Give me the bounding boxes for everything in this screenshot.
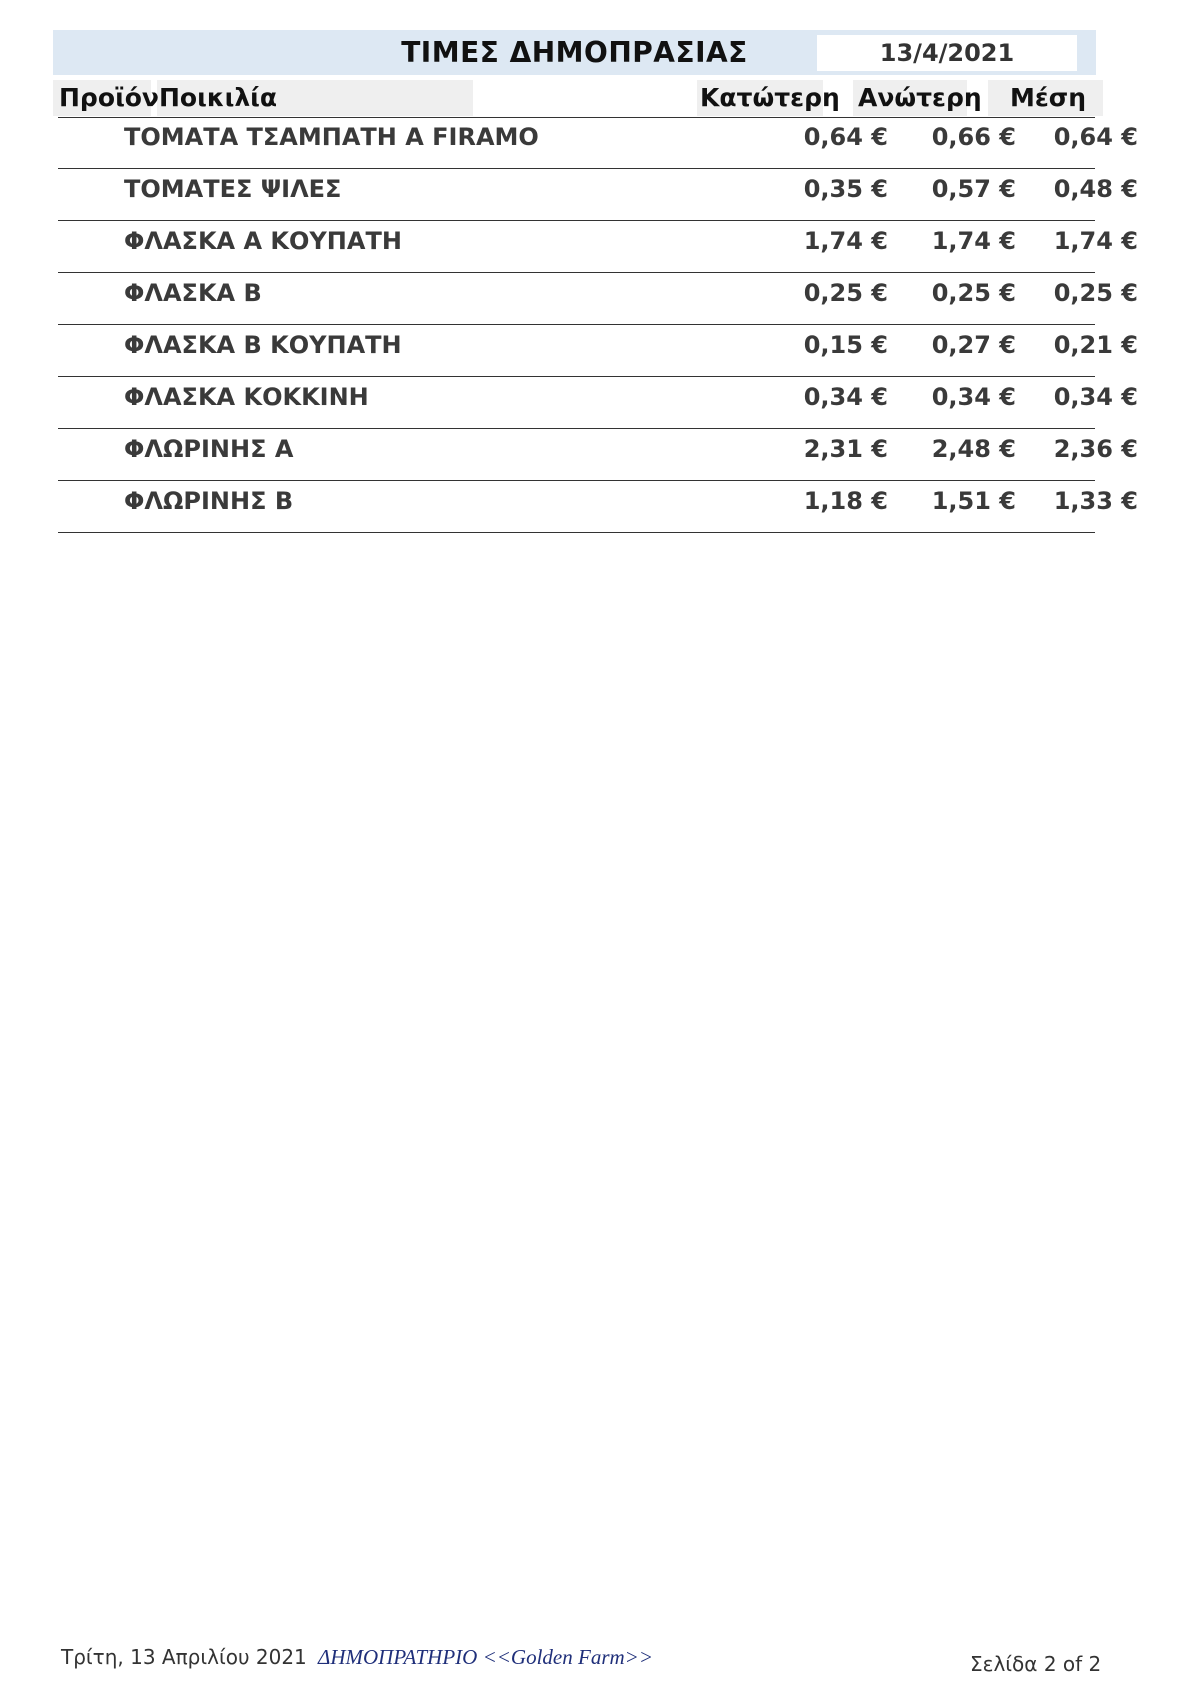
avg-price: 0,21 €	[1053, 331, 1138, 359]
footer-company: ΔΗΜΟΠΡΑΤΗΡΙΟ <<Golden Farm>>	[318, 1645, 654, 1669]
column-header-low: Κατώτερη	[700, 83, 840, 112]
footer-page-number: Σελίδα 2 of 2	[970, 1652, 1102, 1676]
table-row	[58, 377, 1138, 429]
column-header-high: Ανώτερη	[858, 83, 982, 112]
avg-price: 1,33 €	[1053, 487, 1138, 515]
product-name: ΦΛΩΡΙΝΗΣ Α	[124, 435, 294, 463]
footer-date: Τρίτη, 13 Απριλίου 2021	[61, 1645, 307, 1669]
avg-price: 0,34 €	[1053, 383, 1138, 411]
avg-price: 0,48 €	[1053, 175, 1138, 203]
low-price: 0,35 €	[803, 175, 888, 203]
product-name: ΤΟΜΑΤΑ ΤΣΑΜΠΑΤΗ Α FIRAMO	[124, 123, 539, 151]
high-price: 0,34 €	[931, 383, 1016, 411]
product-name: ΦΛΑΣΚΑ Β ΚΟΥΠΑΤΗ	[124, 331, 402, 359]
column-header-variety: Ποικιλία	[159, 83, 278, 112]
product-name: ΤΟΜΑΤΕΣ ΨΙΛΕΣ	[124, 175, 342, 203]
page-title: ΤΙΜΕΣ ΔΗΜΟΠΡΑΣΙΑΣ	[401, 36, 748, 69]
column-header-avg: Μέση	[1010, 83, 1087, 112]
table-row	[58, 117, 1138, 169]
product-name: ΦΛΑΣΚΑ ΚΟΚΚΙΝΗ	[124, 383, 369, 411]
table-row	[58, 481, 1138, 533]
avg-price: 0,25 €	[1053, 279, 1138, 307]
avg-price: 0,64 €	[1053, 123, 1138, 151]
low-price: 0,64 €	[803, 123, 888, 151]
avg-price: 1,74 €	[1053, 227, 1138, 255]
column-header-product: Προϊόν	[59, 83, 159, 112]
auction-date: 13/4/2021	[817, 35, 1077, 71]
table-row	[58, 273, 1138, 325]
low-price: 1,18 €	[803, 487, 888, 515]
high-price: 1,51 €	[931, 487, 1016, 515]
avg-price: 2,36 €	[1053, 435, 1138, 463]
product-name: ΦΛΑΣΚΑ Β	[124, 279, 262, 307]
title-bar	[53, 30, 1096, 75]
low-price: 0,25 €	[803, 279, 888, 307]
high-price: 1,74 €	[931, 227, 1016, 255]
high-price: 0,27 €	[931, 331, 1016, 359]
table-row	[58, 325, 1138, 377]
high-price: 0,66 €	[931, 123, 1016, 151]
high-price: 0,25 €	[931, 279, 1016, 307]
table-row	[58, 221, 1138, 273]
product-name: ΦΛΩΡΙΝΗΣ Β	[124, 487, 294, 515]
product-name: ΦΛΑΣΚΑ Α ΚΟΥΠΑΤΗ	[124, 227, 402, 255]
low-price: 0,34 €	[803, 383, 888, 411]
low-price: 1,74 €	[803, 227, 888, 255]
table-row	[58, 169, 1138, 221]
table-row	[58, 429, 1138, 481]
high-price: 0,57 €	[931, 175, 1016, 203]
low-price: 0,15 €	[803, 331, 888, 359]
low-price: 2,31 €	[803, 435, 888, 463]
high-price: 2,48 €	[931, 435, 1016, 463]
